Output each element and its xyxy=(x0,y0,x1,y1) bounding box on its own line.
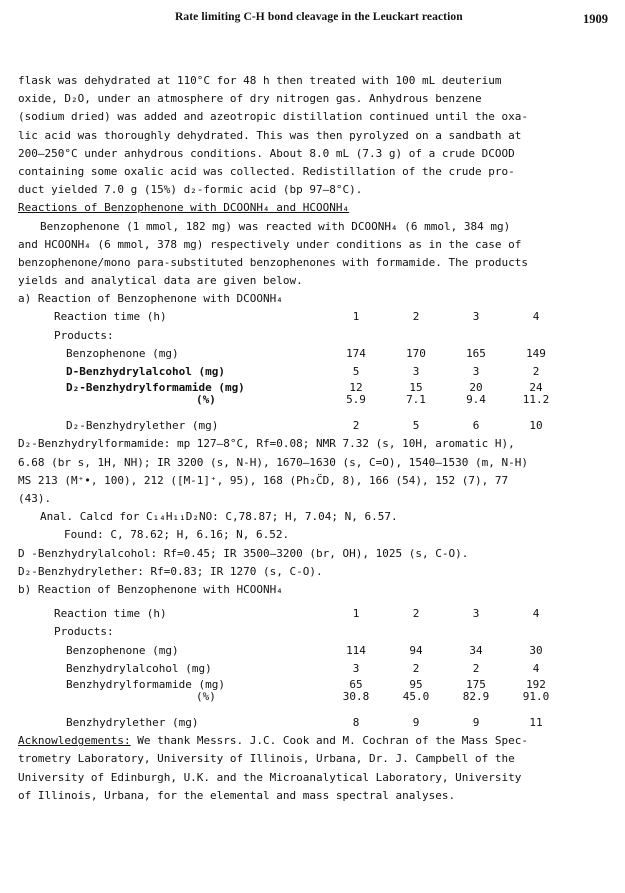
time-cell: 2 xyxy=(412,310,420,324)
ack-first-line xyxy=(18,732,618,750)
value-cell: 91.0 xyxy=(522,689,550,703)
table-row xyxy=(54,605,566,623)
reaction-a-title: a) Reaction of Benzophenone with DCOONH₄ xyxy=(18,292,283,306)
value-cell: 30 xyxy=(529,643,543,657)
time-label: Reaction time (h) xyxy=(54,310,167,324)
value-cell: 34 xyxy=(469,643,483,657)
value-cell: 12 xyxy=(349,381,363,395)
reaction-b-table xyxy=(54,605,566,732)
value-cell: 94 xyxy=(409,643,423,657)
value-cell: 2 xyxy=(472,661,480,675)
alcohol-data: D -Benzhydrylalcohol: Rf=0.45; IR 3500–3200 (br, OH), 1025 (s, C-O). xyxy=(18,546,469,560)
row-label-two-line xyxy=(54,678,326,714)
time-cell: 3 xyxy=(472,607,480,621)
products-label: Products: xyxy=(54,328,114,342)
table-row xyxy=(54,642,566,660)
running-header xyxy=(0,9,625,29)
value-cell: 24 xyxy=(529,381,543,395)
intro-line: 200–250°C under anhydrous conditions. About 8.0 mL (7.3 g) of a crude DCOOD xyxy=(18,146,515,160)
value-cell: 11 xyxy=(529,715,543,729)
value-cell: 174 xyxy=(346,346,366,360)
time-cell: 3 xyxy=(472,310,480,324)
value-cell: 4 xyxy=(532,661,540,675)
table-row xyxy=(54,381,566,417)
value-cell-two-line xyxy=(446,678,506,714)
reaction-b-title: b) Reaction of Benzophenone with HCOONH₄ xyxy=(18,582,283,596)
ack-text: We thank Messrs. J.C. Cook and M. Cochran of the Mass Spec- xyxy=(130,734,528,748)
intro-paragraph xyxy=(18,72,618,199)
value-cell: 6 xyxy=(472,419,480,433)
row-label: Benzhydrylformamide (mg) xyxy=(66,677,225,691)
data-line: (43). xyxy=(18,492,52,506)
value-cell: 3 xyxy=(412,365,420,379)
row-label: Benzophenone (mg) xyxy=(66,643,179,657)
value-cell: 192 xyxy=(526,677,546,691)
table-row xyxy=(54,714,566,732)
value-cell: 11.2 xyxy=(522,393,550,407)
data-line: 6.68 (br s, 1H, NH); IR 3200 (s, N-H), 1670–1630 (s, C=O), 1540–1530 (m, N-H) xyxy=(18,455,528,469)
time-cell: 1 xyxy=(352,310,360,324)
intro-line: containing some oxalic acid was collected. Redistillation of the crude pro- xyxy=(18,164,515,178)
value-cell: 2 xyxy=(532,365,540,379)
row-label: Benzhydrylalcohol (mg) xyxy=(66,661,212,675)
row-label: Benzophenone (mg) xyxy=(66,346,179,360)
value-cell: 149 xyxy=(526,346,546,360)
acknowledgements xyxy=(18,732,618,805)
value-cell: 20 xyxy=(469,381,483,395)
value-cell: 114 xyxy=(346,643,366,657)
value-cell: 3 xyxy=(352,661,360,675)
row-label: D-Benzhydrylalcohol (mg) xyxy=(66,365,225,379)
section-line: yields and analytical data are given below. xyxy=(18,274,303,288)
ack-line: University of Edinburgh, U.K. and the Microanalytical Laboratory, University xyxy=(18,770,522,784)
table-row xyxy=(54,417,566,435)
time-cell: 4 xyxy=(532,310,540,324)
table-row xyxy=(54,345,566,363)
table-row xyxy=(54,623,566,641)
value-cell: 95 xyxy=(409,677,423,691)
value-cell: 82.9 xyxy=(462,689,490,703)
table-row xyxy=(54,678,566,714)
section-line: and HCOONH₄ (6 mmol, 378 mg) respectively under conditions as in the case of xyxy=(18,237,522,251)
value-cell: 8 xyxy=(352,715,360,729)
value-cell: 65 xyxy=(349,677,363,691)
intro-line: lic acid was thoroughly dehydrated. This was then pyrolyzed on a sandbath at xyxy=(18,128,522,142)
value-cell: 2 xyxy=(412,661,420,675)
value-cell-two-line xyxy=(446,381,506,417)
ack-line: of Illinois, Urbana, for the elemental and mass spectral analyses. xyxy=(18,788,456,802)
products-label: Products: xyxy=(54,625,114,639)
value-cell-two-line xyxy=(326,678,386,714)
value-cell: 45.0 xyxy=(402,689,430,703)
intro-line: oxide, D₂O, under an atmosphere of dry nitrogen gas. Anhydrous benzene xyxy=(18,92,482,106)
row-label: D₂-Benzhydrylformamide (mg) xyxy=(66,381,245,395)
body-text xyxy=(18,72,618,805)
value-cell-two-line xyxy=(326,381,386,417)
analytical-data xyxy=(18,435,618,581)
value-cell: 5 xyxy=(352,365,360,379)
value-cell: 9.4 xyxy=(466,393,486,407)
data-line: MS 213 (M⁺•, 100), 212 ([M-1]⁺, 95), 168 (Ph₂C̈D, 8), 166 (54), 152 (7), 77 xyxy=(18,473,509,487)
value-cell: 15 xyxy=(409,381,423,395)
time-cell: 2 xyxy=(412,607,420,621)
value-cell: 10 xyxy=(529,419,543,433)
intro-line: duct yielded 7.0 g (15%) d₂-formic acid (bp 97–8°C). xyxy=(18,183,363,197)
table-row xyxy=(54,660,566,678)
value-cell-two-line xyxy=(386,381,446,417)
table-row xyxy=(54,363,566,381)
value-cell: 175 xyxy=(466,677,486,691)
section-line: Benzophenone (1 mmol, 182 mg) was reacted with DCOONH₄ (6 mmol, 384 mg) xyxy=(40,219,511,233)
row-unit: (%) xyxy=(196,393,216,407)
row-label: Benzhydrylether (mg) xyxy=(66,715,199,729)
value-cell-two-line xyxy=(506,381,566,417)
row-label-two-line xyxy=(54,381,326,417)
ack-heading: Acknowledgements: xyxy=(18,734,131,748)
value-cell: 3 xyxy=(472,365,480,379)
value-cell: 30.8 xyxy=(342,689,370,703)
value-cell-two-line xyxy=(506,678,566,714)
value-cell: 165 xyxy=(466,346,486,360)
section-heading: Reactions of Benzophenone with DCOONH₄ and HCOONH₄ xyxy=(18,201,350,215)
anal-found: Found: C, 78.62; H, 6.16; N, 6.52. xyxy=(64,528,290,542)
value-cell: 2 xyxy=(352,419,360,433)
table-row xyxy=(54,327,566,345)
page-number: 1909 xyxy=(583,12,608,26)
time-cell: 4 xyxy=(532,607,540,621)
ack-line: trometry Laboratory, University of Illinois, Urbana, Dr. J. Campbell of the xyxy=(18,752,515,766)
section-line: benzophenone/mono para-substituted benzophenones with formamide. The products xyxy=(18,255,528,269)
table-row xyxy=(54,308,566,326)
anal-calc: Anal. Calcd for C₁₄H₁₁D₂NO: C,78.87; H, 7.04; N, 6.57. xyxy=(40,510,398,524)
intro-line: flask was dehydrated at 110°C for 48 h then treated with 100 mL deuterium xyxy=(18,74,502,87)
reaction-a-table xyxy=(54,308,566,435)
value-cell: 9 xyxy=(412,715,420,729)
value-cell-two-line xyxy=(386,678,446,714)
value-cell: 9 xyxy=(472,715,480,729)
intro-line: (sodium dried) was added and azeotropic distillation continued until the oxa- xyxy=(18,110,528,124)
data-line: D₂-Benzhydrylformamide: mp 127–8°C, Rf=0.08; NMR 7.32 (s, 10H, aromatic H), xyxy=(18,437,515,451)
value-cell: 170 xyxy=(406,346,426,360)
time-label: Reaction time (h) xyxy=(54,607,167,621)
value-cell: 7.1 xyxy=(406,393,426,407)
value-cell: 5 xyxy=(412,419,420,433)
running-title: Rate limiting C-H bond cleavage in the Leuckart reaction xyxy=(175,11,463,23)
value-cell: 5.9 xyxy=(346,393,366,407)
row-unit: (%) xyxy=(196,689,216,703)
section-paragraph xyxy=(18,218,618,291)
time-cell: 1 xyxy=(352,607,360,621)
row-label: D₂-Benzhydrylether (mg) xyxy=(66,419,219,433)
ether-data: D₂-Benzhydrylether: Rf=0.83; IR 1270 (s, C-O). xyxy=(18,564,323,578)
